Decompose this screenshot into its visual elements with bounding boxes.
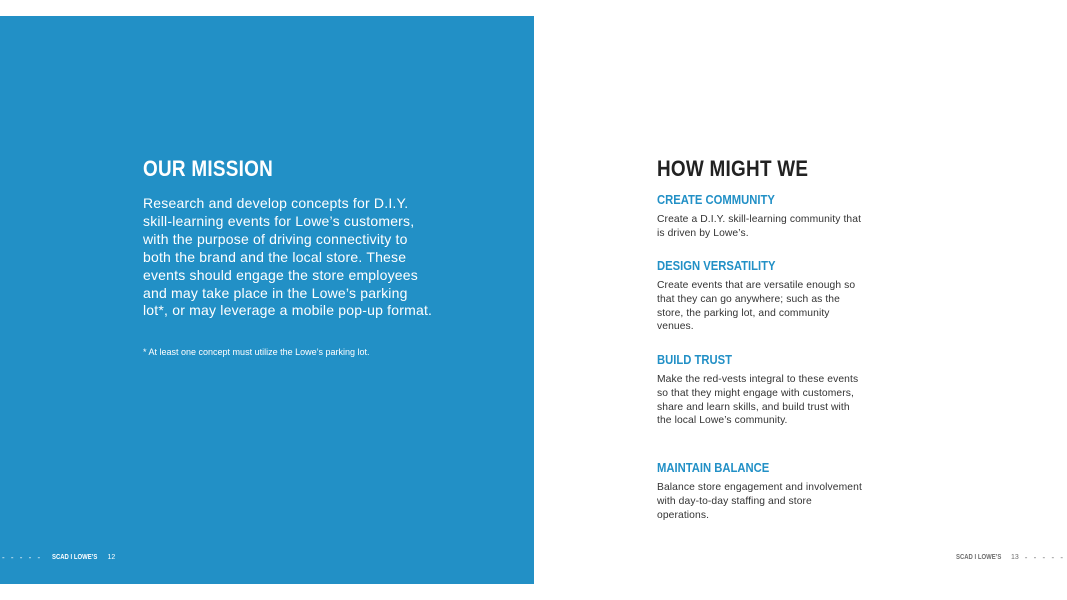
hmw-heading: CREATE COMMUNITY: [657, 193, 775, 207]
hmw-description: Balance store engagement and involvement with day-to-day staffing and store operations.: [657, 482, 862, 521]
hmw-heading: BUILD TRUST: [657, 353, 732, 367]
hmw-description: Create events that are versatile enough so that they can go anywhere; such as the store, the parking lot, and community venues.: [657, 280, 856, 333]
left-page-footer: [2, 553, 115, 562]
hmw-description: Make the red-vests integral to these events so that they might engage with customers, share and learn skills, and build trust with the local Lowe’s community.: [657, 374, 859, 427]
footer-brand: SCAD I LOWE’S: [52, 554, 98, 561]
mission-footnote: * At least one concept must utilize the Lowe’s parking lot.: [143, 347, 370, 357]
mission-body: Research and develop concepts for D.I.Y. skill-learning events for Lowe’s customers, with the purpose of driving connectivity to both the brand and the local store. These events should engage the store employees and may take place in the Lowe’s parking lot*, or may leverage a mobile pop-up format.: [143, 195, 433, 319]
footer-dashes: - - - - -: [2, 553, 43, 562]
hmw-item-design-versatility: [657, 259, 862, 334]
hmw-item-build-trust: [657, 353, 862, 428]
mission-title: OUR MISSION: [143, 156, 274, 181]
hmw-item-create-community: [657, 193, 862, 241]
right-page-footer: [952, 553, 1065, 562]
hmw-heading: DESIGN VERSATILITY: [657, 259, 776, 273]
hmw-item-maintain-balance: [657, 461, 862, 522]
how-might-we-title: HOW MIGHT WE: [657, 156, 809, 181]
page-number: 12: [107, 554, 116, 561]
footer-dashes: - - - - -: [1024, 553, 1065, 562]
hmw-heading: MAINTAIN BALANCE: [657, 461, 770, 475]
page-number: 13: [1010, 554, 1019, 561]
footer-brand: SCAD I LOWE’S: [955, 554, 1001, 561]
hmw-description: Create a D.I.Y. skill-learning community that is driven by Lowe’s.: [657, 214, 862, 239]
